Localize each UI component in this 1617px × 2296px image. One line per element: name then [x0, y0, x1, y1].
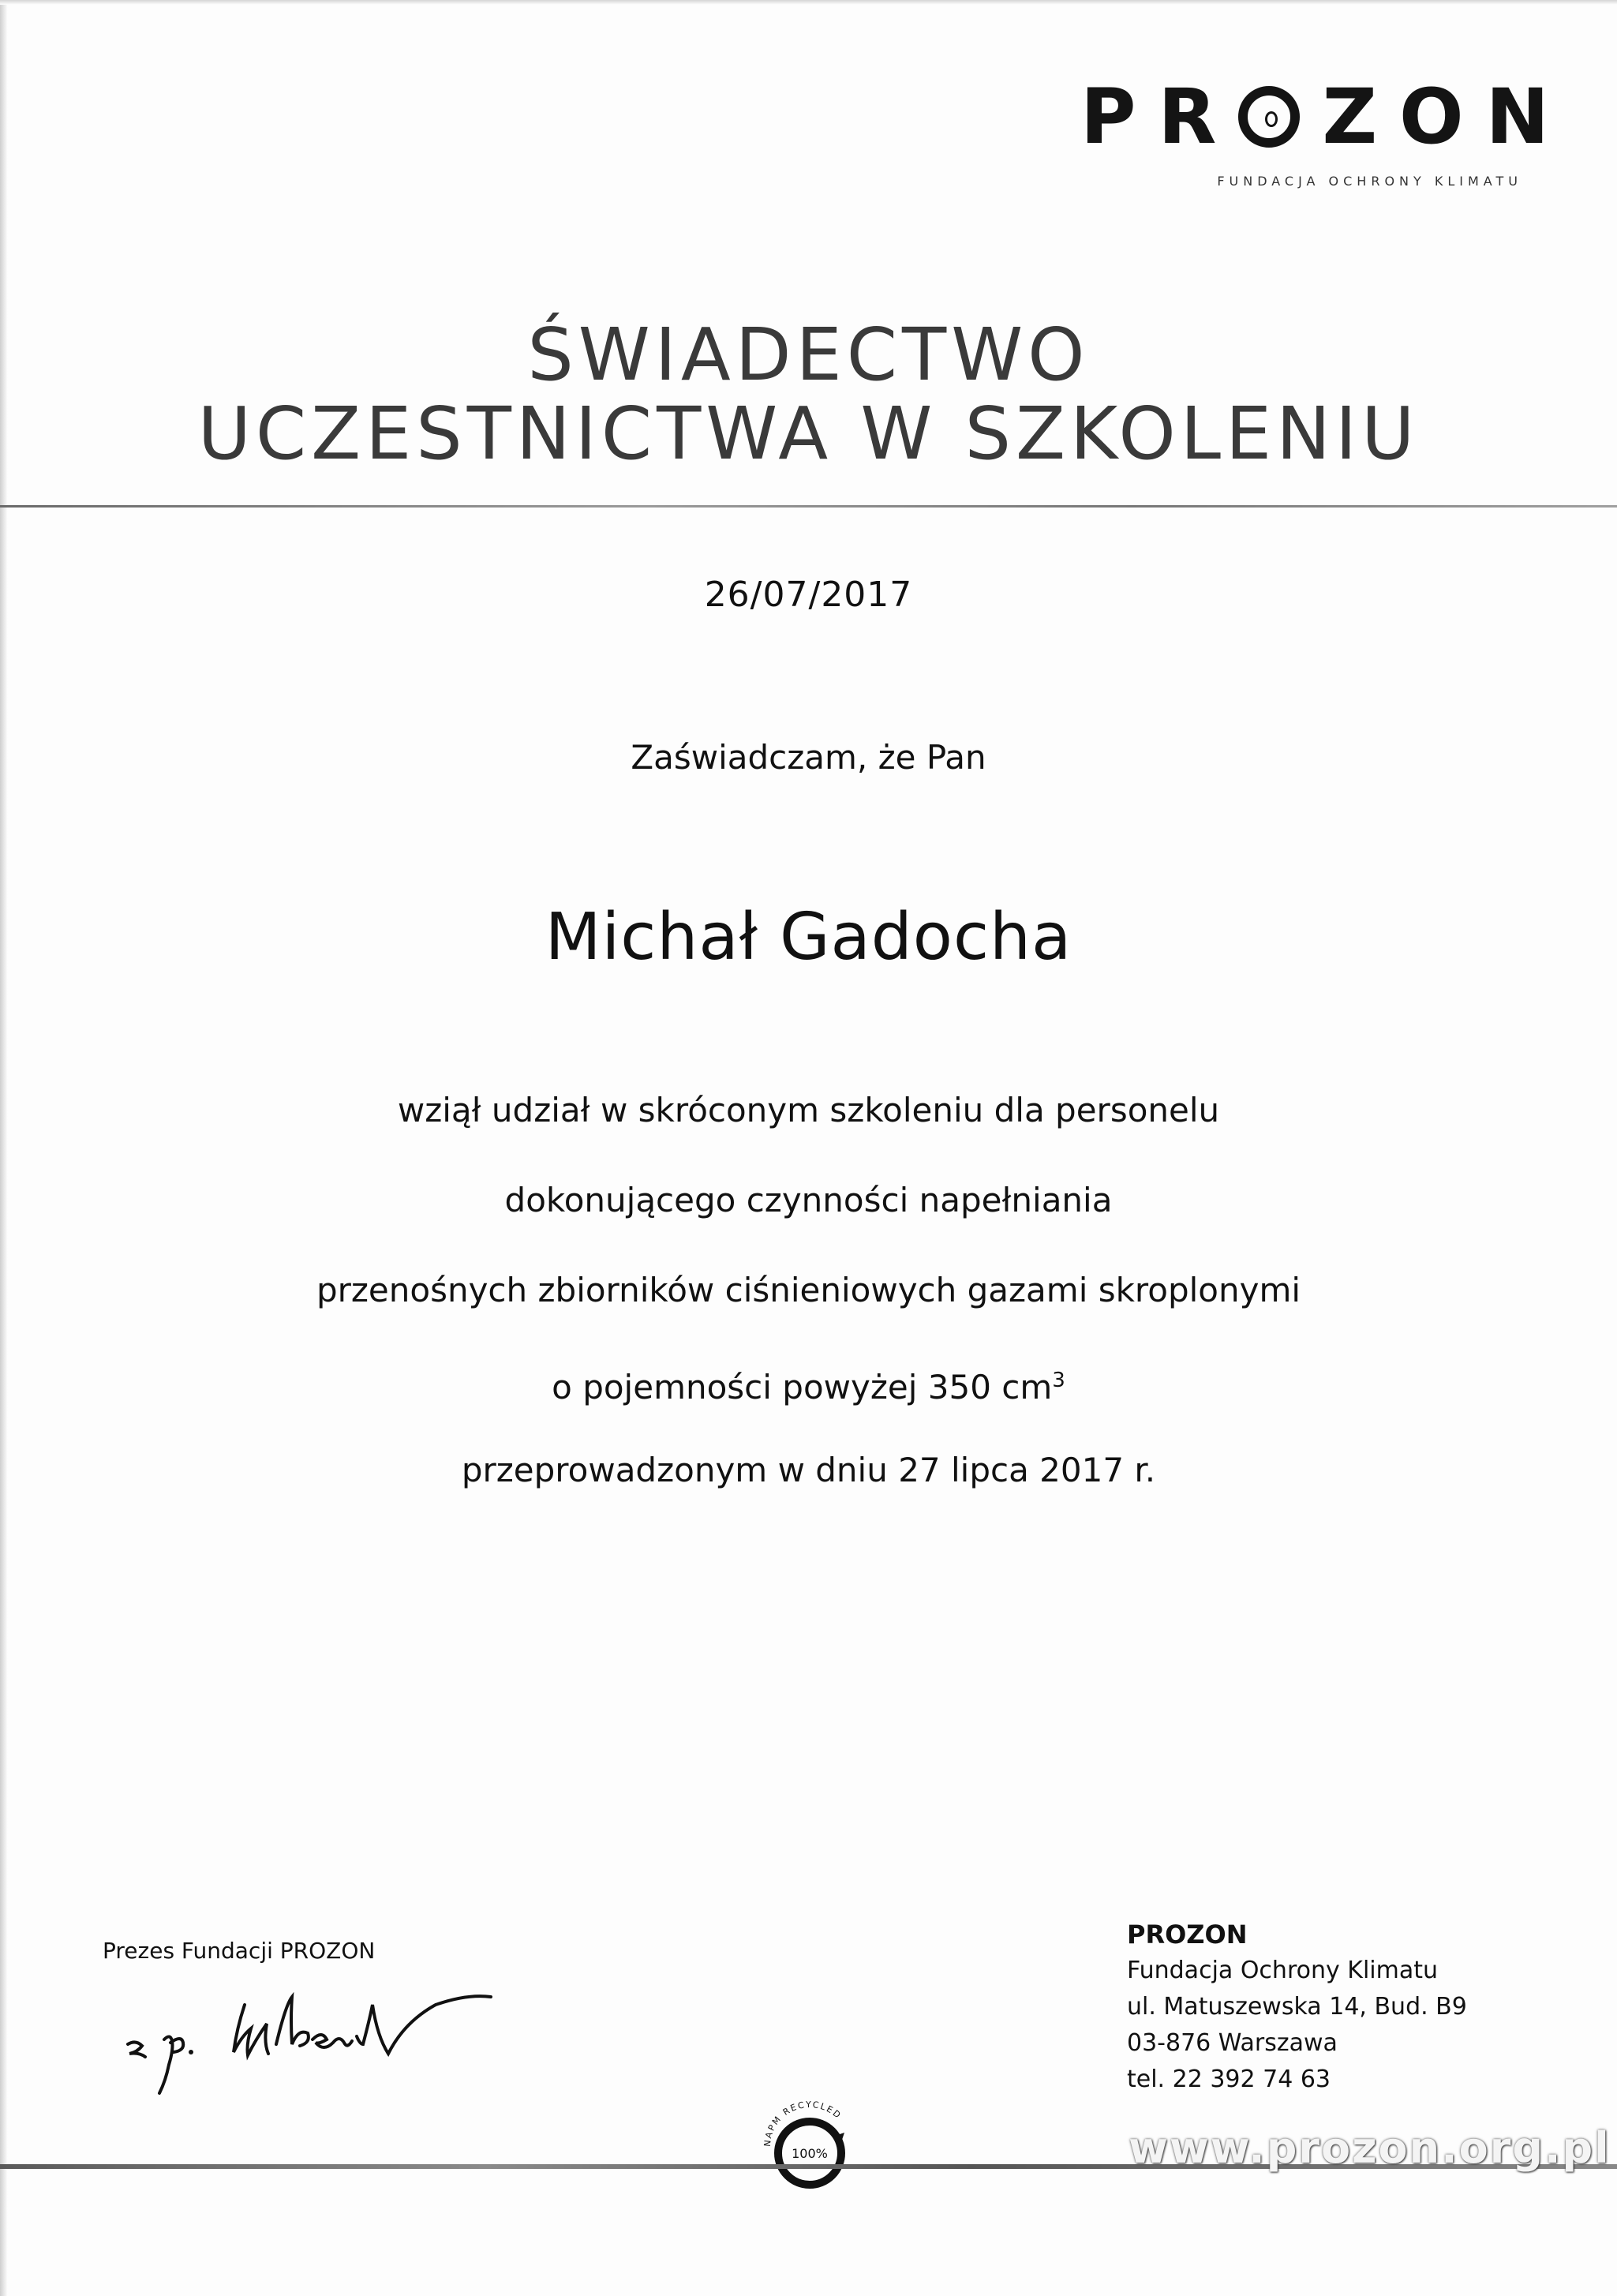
logo-text-end: ZON: [1322, 73, 1571, 161]
badge-arc-text: NAPM RECYCLED: [762, 2099, 844, 2148]
address-org-name: PROZON: [1127, 1920, 1248, 1950]
body-line-5: przeprowadzonym w dniu 27 lipca 2017 r.: [461, 1451, 1156, 1489]
intro-text: Zaświadczam, że Pan: [631, 738, 986, 777]
president-title: Prezes Fundacji PROZON: [103, 1938, 376, 1964]
address-line-3: 03-876 Warszawa: [1127, 2029, 1338, 2057]
body-line-4: [0, 1335, 1617, 1425]
certificate-body: [0, 1066, 1617, 1515]
participant-name: Michał Gadocha: [545, 900, 1072, 975]
certificate-title: [0, 313, 1617, 476]
title-line-1: ŚWIADECTWO: [527, 313, 1090, 397]
logo-wordmark: [1080, 73, 1571, 161]
title-divider: [0, 505, 1617, 508]
badge-percent: 100%: [792, 2146, 828, 2161]
logo-text-start: PR: [1080, 73, 1239, 161]
logo-o-globe-icon: [1238, 86, 1300, 148]
handwritten-signature: [118, 1973, 529, 2099]
body-line-4-text: o pojemności powyżej 350 cm: [552, 1368, 1053, 1406]
prozon-logo: [1080, 73, 1571, 197]
organization-address: [1127, 1916, 1467, 2098]
body-line-2: dokonującego czynności napełniania: [504, 1181, 1113, 1219]
address-line-1: Fundacja Ochrony Klimatu: [1127, 1957, 1438, 1984]
website-watermark: www.prozon.org.pl: [1129, 2123, 1611, 2173]
scan-edge-top: [0, 0, 1617, 5]
address-line-2: ul. Matuszewska 14, Bud. B9: [1127, 1993, 1467, 2021]
recycled-paper-badge-icon: [747, 2084, 873, 2202]
body-line-4-superscript: 3: [1052, 1369, 1065, 1392]
body-line-3: przenośnych zbiorników ciśnieniowych gazami skroplonymi: [316, 1271, 1301, 1309]
issue-date: 26/07/2017: [704, 575, 913, 615]
title-line-2: UCZESTNICTWA W SZKOLENIU: [197, 391, 1420, 476]
address-phone: tel. 22 392 74 63: [1127, 2066, 1331, 2093]
body-line-1: wziął udział w skróconym szkoleniu dla personelu: [397, 1091, 1220, 1129]
logo-tagline: FUNDACJA OCHRONY KLIMATU: [1217, 174, 1522, 189]
